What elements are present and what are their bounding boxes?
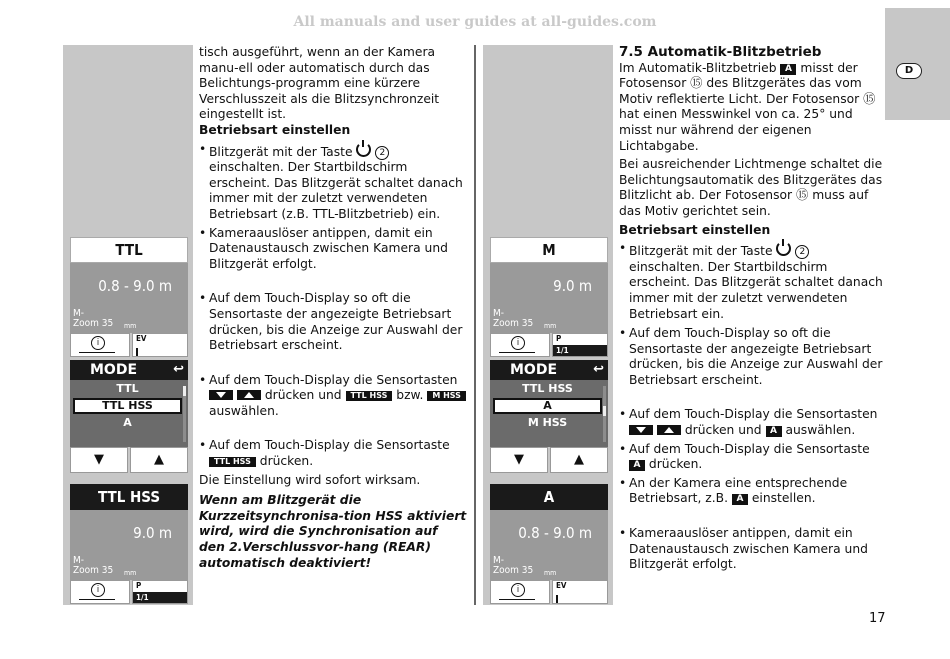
mode-menu-right [490,360,608,447]
info-icon: i [91,336,105,350]
m-hss-badge: M HSS [427,391,466,401]
section-heading: Betriebsart einstellen [199,122,351,137]
zoom-unit: mm [124,569,137,577]
ev-button[interactable]: EV [552,580,608,604]
back-icon[interactable]: ↩ [173,362,184,377]
display-range-area [70,263,188,333]
info-button[interactable] [490,580,550,604]
note: Wenn am Blitzgerät die Kurzzeitsynchronisa-tion HSS aktiviert wird, wird die Synchronisation auf den 2.Verschlussvor-hang (REAR) automatisch deaktiviert! [199,493,467,570]
display-m [490,237,608,357]
range-value: 9.0 m [133,524,172,542]
display-mode-label: TTL HSS [70,484,188,510]
mode-a-badge: A [732,494,748,505]
zoom-value: M- Zoom 35 [73,555,114,576]
mode-menu-left [70,360,188,447]
display-range-area [70,510,188,580]
ttl-hss-badge: TTL HSS [346,391,393,401]
list-item: • Kameraauslöser antippen, damit ein Datenaustausch zwischen Kamera und Blitzgerät erfolgt. [199,226,467,273]
display-range-area [490,510,608,580]
mode-scrollbar[interactable] [603,386,606,442]
display-ttl [70,237,188,357]
left-text-column [199,45,467,571]
list-item: • An der Kamera eine entsprechende Betriebsart, z.B. A einstellen. [619,476,885,507]
language-tab[interactable] [885,8,950,120]
right-text-column [619,45,885,573]
mode-option-m-hss[interactable]: M HSS [527,416,568,429]
mode-option-a[interactable]: A [123,416,132,429]
display-mode-label: TTL [70,237,188,263]
language-tab-label: D [896,63,922,79]
number-badge: 2 [375,146,389,160]
display-range-area [490,263,608,333]
mode-option-ttl-hss[interactable]: TTL HSS [522,382,573,395]
info-icon: i [91,583,105,597]
ttl-hss-badge: TTL HSS [209,457,256,467]
program-button[interactable]: P 1/1 [552,333,608,357]
info-icon: i [511,583,525,597]
arrow-down-button[interactable]: ▼ [490,447,548,473]
list-item: • Auf dem Touch-Display so oft die Sensortaste der angezeigte Betriebsart drücken, bis die Anzeige zur Auswahl der Betriebsart erscheint. [619,326,885,388]
zoom-unit: mm [544,569,557,577]
info-button[interactable] [70,333,130,357]
page-number: 17 [869,611,886,626]
column-divider [474,45,476,605]
list-item: • Auf dem Touch-Display die Sensortaste A drücken. [619,442,885,473]
section-title: 7.5 Automatik-Blitzbetrieb [619,44,822,60]
mode-menu-title: MODE ↩ [490,360,608,380]
list-item: • Blitzgerät mit der Taste 2 einschalten. Der Startbildschirm erscheint. Das Blitzgerät schaltet danach immer mit der zuletzt verwendeten Betriebsart (z.B. TTL-Blitzbetrieb) ein. [199,142,467,223]
arrow-up-icon [657,425,681,435]
power-icon [776,241,791,256]
section-heading: Betriebsart einstellen [619,222,771,237]
list-item: • Auf dem Touch-Display die Sensortasten drücken und TTL HSS bzw. M HSS auswählen. [199,373,467,420]
paragraph: Im Automatik-Blitzbetrieb A misst der Fotosensor ⑮ des Blitzgerätes das vom Motiv reflektierte Licht. Der Fotosensor ⑮ hat einen Messwinkel von ca. 25° und misst nur während der eigenen Lichtabgabe. [619,60,876,153]
mode-option-ttl-hss[interactable]: TTL HSS [73,398,182,414]
info-button[interactable] [490,333,550,357]
list-item: • Auf dem Touch-Display die Sensortasten drücken und A auswählen. [619,407,885,438]
arrow-up-button[interactable]: ▲ [130,447,188,473]
range-value: 0.8 - 9.0 m [518,524,592,542]
program-button[interactable]: P 1/1 [132,580,188,604]
arrow-down-button[interactable]: ▼ [70,447,128,473]
display-a [490,484,608,604]
paragraph: tisch ausgeführt, wenn an der Kamera manu-ell oder automatisch durch das Belichtungs-programm eine kürzere Verschlusszeit als die Blitzsynchronzeit eingestellt ist. [199,45,440,122]
list-item: • Blitzgerät mit der Taste 2 einschalten. Der Startbildschirm erscheint. Das Blitzgerät schaltet danach immer mit der zuletzt verwendeten Betriebsart ein. [619,241,885,322]
number-badge: 2 [795,245,809,259]
arrow-up-icon [237,390,261,400]
mode-menu-title: MODE ↩ [70,360,188,380]
info-icon: i [511,336,525,350]
mode-scrollbar[interactable] [183,386,186,442]
mode-arrows-right [490,447,608,473]
mode-a-badge: A [780,64,796,75]
list-item: • Auf dem Touch-Display so oft die Sensortaste der angezeigte Betriebsart drücken, bis die Anzeige zur Auswahl der Betriebsart erscheint. [199,291,467,353]
mode-arrows-left [70,447,188,473]
paragraph: Bei ausreichender Lichtmenge schaltet die Belichtungsautomatik des Blitzgerätes das Blitzlicht ab. Der Fotosensor ⑮ muss auf das Motiv gerichtet sein. [619,157,883,218]
display-mode-label: A [490,484,608,510]
zoom-value: M- Zoom 35 [493,555,534,576]
mode-option-ttl[interactable]: TTL [116,382,139,395]
list-item: • Auf dem Touch-Display die Sensortaste TTL HSS drücken. [199,438,467,469]
zoom-unit: mm [124,322,137,330]
mode-a-badge: A [766,426,782,437]
arrow-down-icon [209,390,233,400]
paragraph: Die Einstellung wird sofort wirksam. [199,472,421,487]
mode-option-a[interactable]: A [493,398,602,414]
range-value: 9.0 m [553,277,592,295]
watermark: All manuals and user guides at all-guides.com [293,14,657,30]
arrow-up-button[interactable]: ▲ [550,447,608,473]
power-icon [356,142,371,157]
arrow-down-icon [629,425,653,435]
mode-a-badge: A [629,460,645,471]
display-mode-label: M [490,237,608,263]
range-value: 0.8 - 9.0 m [98,277,172,295]
display-ttl-hss [70,484,188,604]
zoom-value: M- Zoom 35 [73,308,114,329]
info-button[interactable] [70,580,130,604]
back-icon[interactable]: ↩ [593,362,604,377]
zoom-value: M- Zoom 35 [493,308,534,329]
list-item: • Kameraauslöser antippen, damit ein Datenaustausch zwischen Kamera und Blitzgerät erfolgt. [619,526,885,573]
zoom-unit: mm [544,322,557,330]
ev-button[interactable]: EV [132,333,188,357]
